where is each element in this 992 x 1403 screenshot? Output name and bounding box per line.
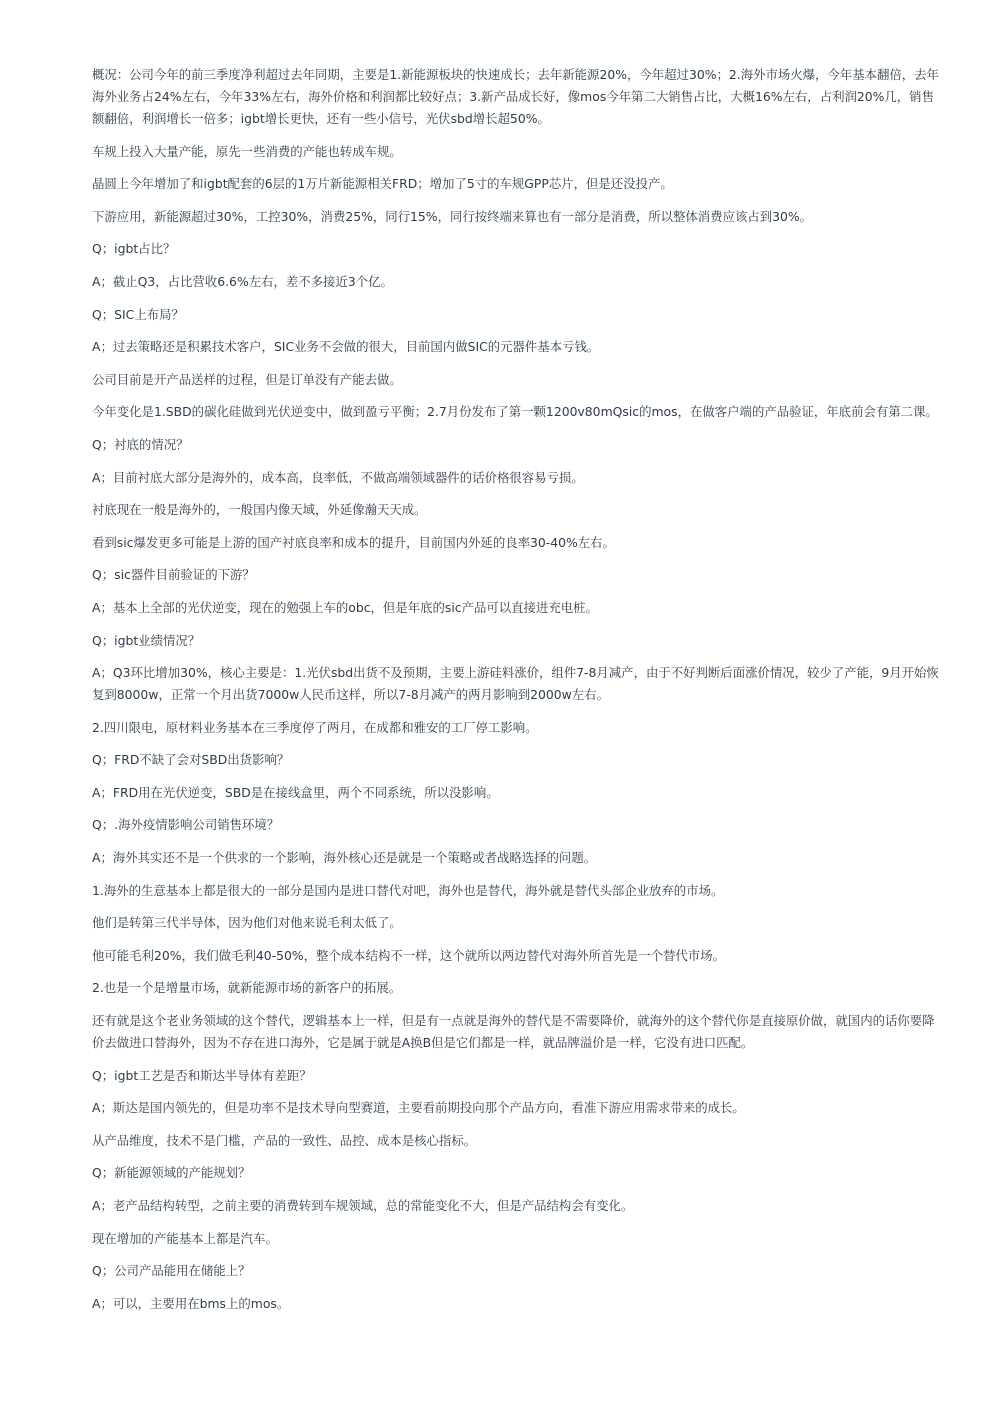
question-energy-storage: Q；公司产品能用在储能上？ — [92, 1263, 251, 1279]
answer-energy-storage: A；可以，主要用在bms上的mos。 — [92, 1295, 290, 1311]
answer-igbt-performance: A；Q3环比增加30%，核心主要是：1.光伏sbd出货不及预期，主要上游硅料涨价，组件7-8月减产，由于不好判断后面涨价情况，较少了产能，9月开始恢复到8000w，正常一个月出货7000w人民币这样，所以7-8月减产的两月影响到2000w左右。 — [92, 665, 939, 703]
paragraph-overseas-3: 他可能毛利20%，我们做毛利40-50%，整个成本结构不一样，这个就所以两边替代对海外所首先是一个替代市场。 — [92, 947, 725, 963]
paragraph-overseas-1: 1.海外的生意基本上都是很大的一部分是国内是进口替代对吧，海外也是替代，海外就是替代头部企业放弃的市场。 — [92, 882, 724, 898]
paragraph-substrate-suppliers: 衬底现在一般是海外的，一般国内像天域，外延像瀚天天成。 — [92, 502, 427, 518]
question-sic-layout: Q；SIC上布局？ — [92, 306, 184, 322]
answer-sic-downstream: A；基本上全部的光伏逆变，现在的勉强上车的obc，但是年底的sic产品可以直接进充电桩。 — [92, 599, 598, 615]
question-igbt-share: Q；igbt占比？ — [92, 241, 176, 257]
document-body — [92, 64, 944, 1325]
answer-igbt-process: A；斯达是国内领先的，但是功率不是技术导向型赛道，主要看前期投向那个产品方向，看准下游应用需求带来的成长。 — [92, 1100, 745, 1116]
paragraph-downstream: 下游应用，新能源超过30%，工控30%，消费25%，同行15%，同行按终端来算也有一部分是消费，所以整体消费应该占到30%。 — [92, 208, 813, 224]
paragraph-sichuan-power: 2.四川限电，原材料业务基本在三季度停了两月，在成都和雅安的工厂停工影响。 — [92, 719, 538, 735]
paragraph-overseas-4: 2.也是一个是增量市场，就新能源市场的新客户的拓展。 — [92, 980, 402, 996]
paragraph-sic-outlook: 看到sic爆发更多可能是上游的国产衬底良率和成本的提升，目前国内外延的良率30-40%左右。 — [92, 534, 615, 550]
question-overseas-epidemic: Q；.海外疫情影响公司销售环境？ — [92, 817, 280, 833]
question-substrate: Q；衬底的情况？ — [92, 436, 189, 452]
answer-substrate: A；目前衬底大部分是海外的，成本高，良率低，不做高端领域器件的话价格很容易亏损。 — [92, 469, 584, 485]
paragraph-overseas-2: 他们是转第三代半导体，因为他们对他来说毛利太低了。 — [92, 915, 402, 931]
answer-sic-layout: A；过去策略还是积累技术客户，SIC业务不会做的很大，目前国内做SIC的元器件基本亏钱。 — [92, 339, 600, 355]
answer-overseas-epidemic: A；海外其实还不是一个供求的一个影响，海外核心还是就是一个策略或者战略选择的问题。 — [92, 850, 597, 866]
question-frd-sbd: Q；FRD不缺了会对SBD出货影响？ — [92, 752, 290, 768]
question-igbt-performance: Q；igbt业绩情况？ — [92, 632, 201, 648]
answer-igbt-share: A；截止Q3，占比营收6.6%左右，差不多接近3个亿。 — [92, 273, 393, 289]
paragraph-capacity-auto: 现在增加的产能基本上都是汽车。 — [92, 1230, 278, 1246]
paragraph-year-changes: 今年变化是1.SBD的碳化硅做到光伏逆变中，做到盈亏平衡；2.7月份发布了第一颗1200v80mQsic的mos，在做客户端的产品验证，年底前会有第二课。 — [92, 404, 938, 420]
question-sic-downstream: Q；sic器件目前验证的下游？ — [92, 567, 255, 583]
paragraph-overview: 概况：公司今年的前三季度净利超过去年同期，主要是1.新能源板块的快速成长；去年新能源20%，今年超过30%；2.海外市场火爆，今年基本翻倍，去年海外业务占24%左右，今年33%左右，海外价格和利润都比较好点；3.新产品成长好，像mos今年第二大销售占比，大概16%左右，占利润20%几，销售额翻倍，利润增长一倍多；igbt增长更快，还有一些小信号，光伏sbd增长超50%。 — [92, 67, 939, 126]
question-capacity-plan: Q；新能源领域的产能规划？ — [92, 1165, 251, 1181]
paragraph-wafer: 晶圆上今年增加了和igbt配套的6层的1万片新能源相关FRD；增加了5寸的车规GPP芯片，但是还没投产。 — [92, 176, 673, 192]
paragraph-sampling: 公司目前是开产品送样的过程，但是订单没有产能去做。 — [92, 371, 402, 387]
paragraph-product-dimension: 从产品维度，技术不是门槛，产品的一致性、品控、成本是核心指标。 — [92, 1132, 477, 1148]
paragraph-auto-capacity: 车规上投入大量产能，原先一些消费的产能也转成车规。 — [92, 143, 402, 159]
answer-capacity-plan: A；老产品结构转型，之前主要的消费转到车规领域，总的常能变化不大，但是产品结构会有变化。 — [92, 1198, 634, 1213]
answer-frd-sbd: A；FRD用在光伏逆变，SBD是在接线盒里，两个不同系统，所以没影响。 — [92, 784, 499, 800]
paragraph-overseas-5: 还有就是这个老业务领域的这个替代，逻辑基本上一样，但是有一点就是海外的替代是不需要降价，就海外的这个替代你是直接原价做，就国内的话你要降价去做进口替海外，因为不存在进口海外，它是属于就是A换B但是它们都是一样，就品牌溢价是一样，它没有进口匹配。 — [92, 1013, 935, 1051]
question-igbt-process: Q；igbt工艺是否和斯达半导体有差距？ — [92, 1067, 312, 1083]
